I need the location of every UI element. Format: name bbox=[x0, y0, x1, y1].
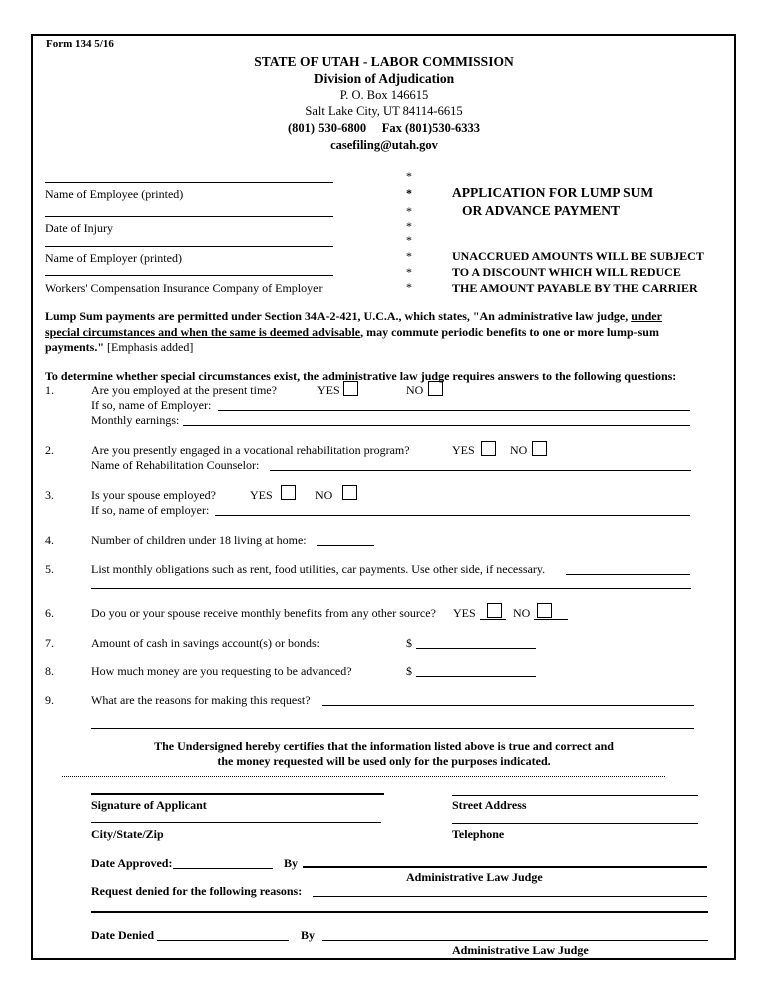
lump-sum-line-3: payments." [Emphasis added] bbox=[45, 340, 194, 354]
q2-counselor-line[interactable] bbox=[270, 470, 691, 471]
q6-yes-checkbox[interactable] bbox=[487, 603, 502, 618]
q2-text: Are you presently engaged in a vocational rehabilitation program? bbox=[91, 443, 410, 457]
certification-line-2: the money requested will be used only for the purposes indicated. bbox=[217, 754, 551, 768]
phone-fax: (801) 530-6800 Fax (801)530-6333 bbox=[288, 121, 480, 135]
q6-no-underline bbox=[534, 619, 568, 620]
q2-yes-label: YES bbox=[452, 443, 475, 457]
asterisk: * bbox=[406, 233, 412, 247]
street-address-label: Street Address bbox=[452, 798, 527, 812]
q3-yes-label: YES bbox=[250, 488, 273, 502]
q3-employer-label: If so, name of employer: bbox=[91, 503, 210, 517]
street-address-line[interactable] bbox=[452, 795, 698, 796]
q5-obligations-line-2[interactable] bbox=[91, 588, 691, 589]
q2-no-checkbox[interactable] bbox=[532, 441, 547, 456]
lump-sum-line-2: special circumstances and when the same is deemed advisable, may commute periodic benefits to one or more lump-sum bbox=[45, 325, 659, 339]
denied-reasons-label: Request denied for the following reasons: bbox=[91, 884, 303, 898]
asterisk: * bbox=[406, 186, 412, 200]
telephone-line[interactable] bbox=[452, 823, 698, 824]
q3-no-label: NO bbox=[315, 488, 333, 502]
date-of-injury-label: Date of Injury bbox=[45, 221, 113, 235]
approved-by-label: By bbox=[284, 856, 299, 870]
telephone-label: Telephone bbox=[452, 827, 505, 841]
q5-number: 5. bbox=[45, 562, 54, 576]
employer-name-line[interactable] bbox=[45, 246, 333, 247]
q2-yes-checkbox[interactable] bbox=[481, 441, 496, 456]
q9-number: 9. bbox=[45, 693, 54, 707]
asterisk: * bbox=[406, 169, 412, 183]
denied-by-line[interactable] bbox=[322, 940, 708, 941]
q1-no-label: NO bbox=[406, 383, 424, 397]
q9-reasons-line-2[interactable] bbox=[91, 728, 694, 729]
city-label: City/State/Zip bbox=[91, 827, 164, 841]
warning-line-3: THE AMOUNT PAYABLE BY THE CARRIER bbox=[452, 281, 698, 295]
q7-amount-line[interactable] bbox=[416, 648, 536, 649]
q6-yes-label: YES bbox=[453, 606, 476, 620]
q4-children-line[interactable] bbox=[317, 545, 374, 546]
denied-reasons-line-2[interactable] bbox=[91, 911, 708, 913]
q6-no-label: NO bbox=[513, 606, 531, 620]
signature-label: Signature of Applicant bbox=[91, 798, 207, 812]
signature-line[interactable] bbox=[91, 793, 384, 795]
agency-title: STATE OF UTAH - LABOR COMMISSION bbox=[254, 54, 514, 69]
q3-number: 3. bbox=[45, 488, 54, 502]
date-approved-label: Date Approved: bbox=[91, 856, 173, 870]
date-denied-label: Date Denied bbox=[91, 928, 154, 942]
q1-no-checkbox[interactable] bbox=[428, 381, 443, 396]
q1-employer-line[interactable] bbox=[218, 410, 690, 411]
q1-yes-label: YES bbox=[317, 383, 340, 397]
q1-text: Are you employed at the present time? bbox=[91, 383, 277, 397]
q1-yes-checkbox[interactable] bbox=[343, 381, 358, 396]
email: casefiling@utah.gov bbox=[330, 138, 438, 152]
q2-no-label: NO bbox=[510, 443, 528, 457]
insurance-label: Workers' Compensation Insurance Company of Employer bbox=[45, 281, 323, 295]
questions-intro: To determine whether special circumstances exist, the administrative law judge requires answers to the following questions: bbox=[45, 369, 677, 383]
q8-number: 8. bbox=[45, 664, 54, 678]
application-title-2: OR ADVANCE PAYMENT bbox=[462, 203, 621, 218]
denied-by-label: By bbox=[301, 928, 316, 942]
employee-name-label: Name of Employee (printed) bbox=[45, 187, 184, 201]
application-title-1: APPLICATION FOR LUMP SUM bbox=[452, 185, 654, 200]
approved-judge-label: Administrative Law Judge bbox=[406, 870, 543, 884]
q8-text: How much money are you requesting to be advanced? bbox=[91, 664, 352, 678]
asterisk: * bbox=[406, 204, 412, 218]
q1-number: 1. bbox=[45, 383, 54, 397]
q8-dollar-sign: $ bbox=[406, 664, 412, 678]
dotted-separator bbox=[62, 776, 665, 777]
q3-employer-line[interactable] bbox=[215, 515, 690, 516]
q1-earnings-line[interactable] bbox=[183, 425, 690, 426]
q2-number: 2. bbox=[45, 443, 54, 457]
q7-dollar-sign: $ bbox=[406, 636, 412, 650]
city-address: Salt Lake City, UT 84114-6615 bbox=[305, 104, 463, 118]
q6-text: Do you or your spouse receive monthly benefits from any other source? bbox=[91, 606, 436, 620]
q6-number: 6. bbox=[45, 606, 54, 620]
warning-line-2: TO A DISCOUNT WHICH WILL REDUCE bbox=[452, 265, 681, 279]
division-name: Division of Adjudication bbox=[313, 71, 455, 86]
q5-text: List monthly obligations such as rent, food utilities, car payments. Use other side, if necessary. bbox=[91, 562, 546, 576]
q3-text: Is your spouse employed? bbox=[91, 488, 216, 502]
denied-reasons-line[interactable] bbox=[313, 896, 707, 897]
asterisk: * bbox=[406, 265, 412, 279]
q7-number: 7. bbox=[45, 636, 54, 650]
lump-sum-line-1: Lump Sum payments are permitted under Section 34A-2-421, U.C.A., which states, "An administrative law judge, under bbox=[45, 309, 662, 323]
q5-obligations-line[interactable] bbox=[566, 574, 690, 575]
q6-yes-underline bbox=[480, 619, 506, 620]
asterisk: * bbox=[406, 219, 412, 233]
certification-line-1: The Undersigned hereby certifies that the information listed above is true and correct and bbox=[154, 739, 614, 753]
q2-counselor-label: Name of Rehabilitation Counselor: bbox=[91, 458, 260, 472]
date-approved-line[interactable] bbox=[173, 868, 273, 869]
date-denied-line[interactable] bbox=[157, 940, 289, 941]
q4-text: Number of children under 18 living at home: bbox=[91, 533, 307, 547]
q3-no-checkbox[interactable] bbox=[342, 485, 357, 500]
date-of-injury-line[interactable] bbox=[45, 216, 333, 217]
q9-text: What are the reasons for making this request? bbox=[91, 693, 311, 707]
q3-yes-checkbox[interactable] bbox=[281, 485, 296, 500]
warning-line-1: UNACCRUED AMOUNTS WILL BE SUBJECT bbox=[452, 249, 704, 263]
denied-judge-label: Administrative Law Judge bbox=[452, 943, 589, 957]
asterisk: * bbox=[406, 249, 412, 263]
insurance-line[interactable] bbox=[45, 275, 333, 276]
q1-earnings-label: Monthly earnings: bbox=[91, 413, 180, 427]
city-line[interactable] bbox=[91, 822, 381, 823]
q8-amount-line[interactable] bbox=[416, 676, 536, 677]
q4-number: 4. bbox=[45, 533, 54, 547]
approved-by-line[interactable] bbox=[303, 866, 707, 868]
q9-reasons-line[interactable] bbox=[322, 705, 694, 706]
po-box: P. O. Box 146615 bbox=[339, 88, 429, 102]
asterisk: * bbox=[406, 280, 412, 294]
q1-employer-label: If so, name of Employer: bbox=[91, 398, 212, 412]
employee-name-line[interactable] bbox=[45, 182, 333, 183]
q6-no-checkbox[interactable] bbox=[537, 603, 552, 618]
employer-name-label: Name of Employer (printed) bbox=[45, 251, 182, 265]
q7-text: Amount of cash in savings account(s) or bonds: bbox=[91, 636, 320, 650]
form-number: Form 134 5/16 bbox=[46, 38, 114, 50]
